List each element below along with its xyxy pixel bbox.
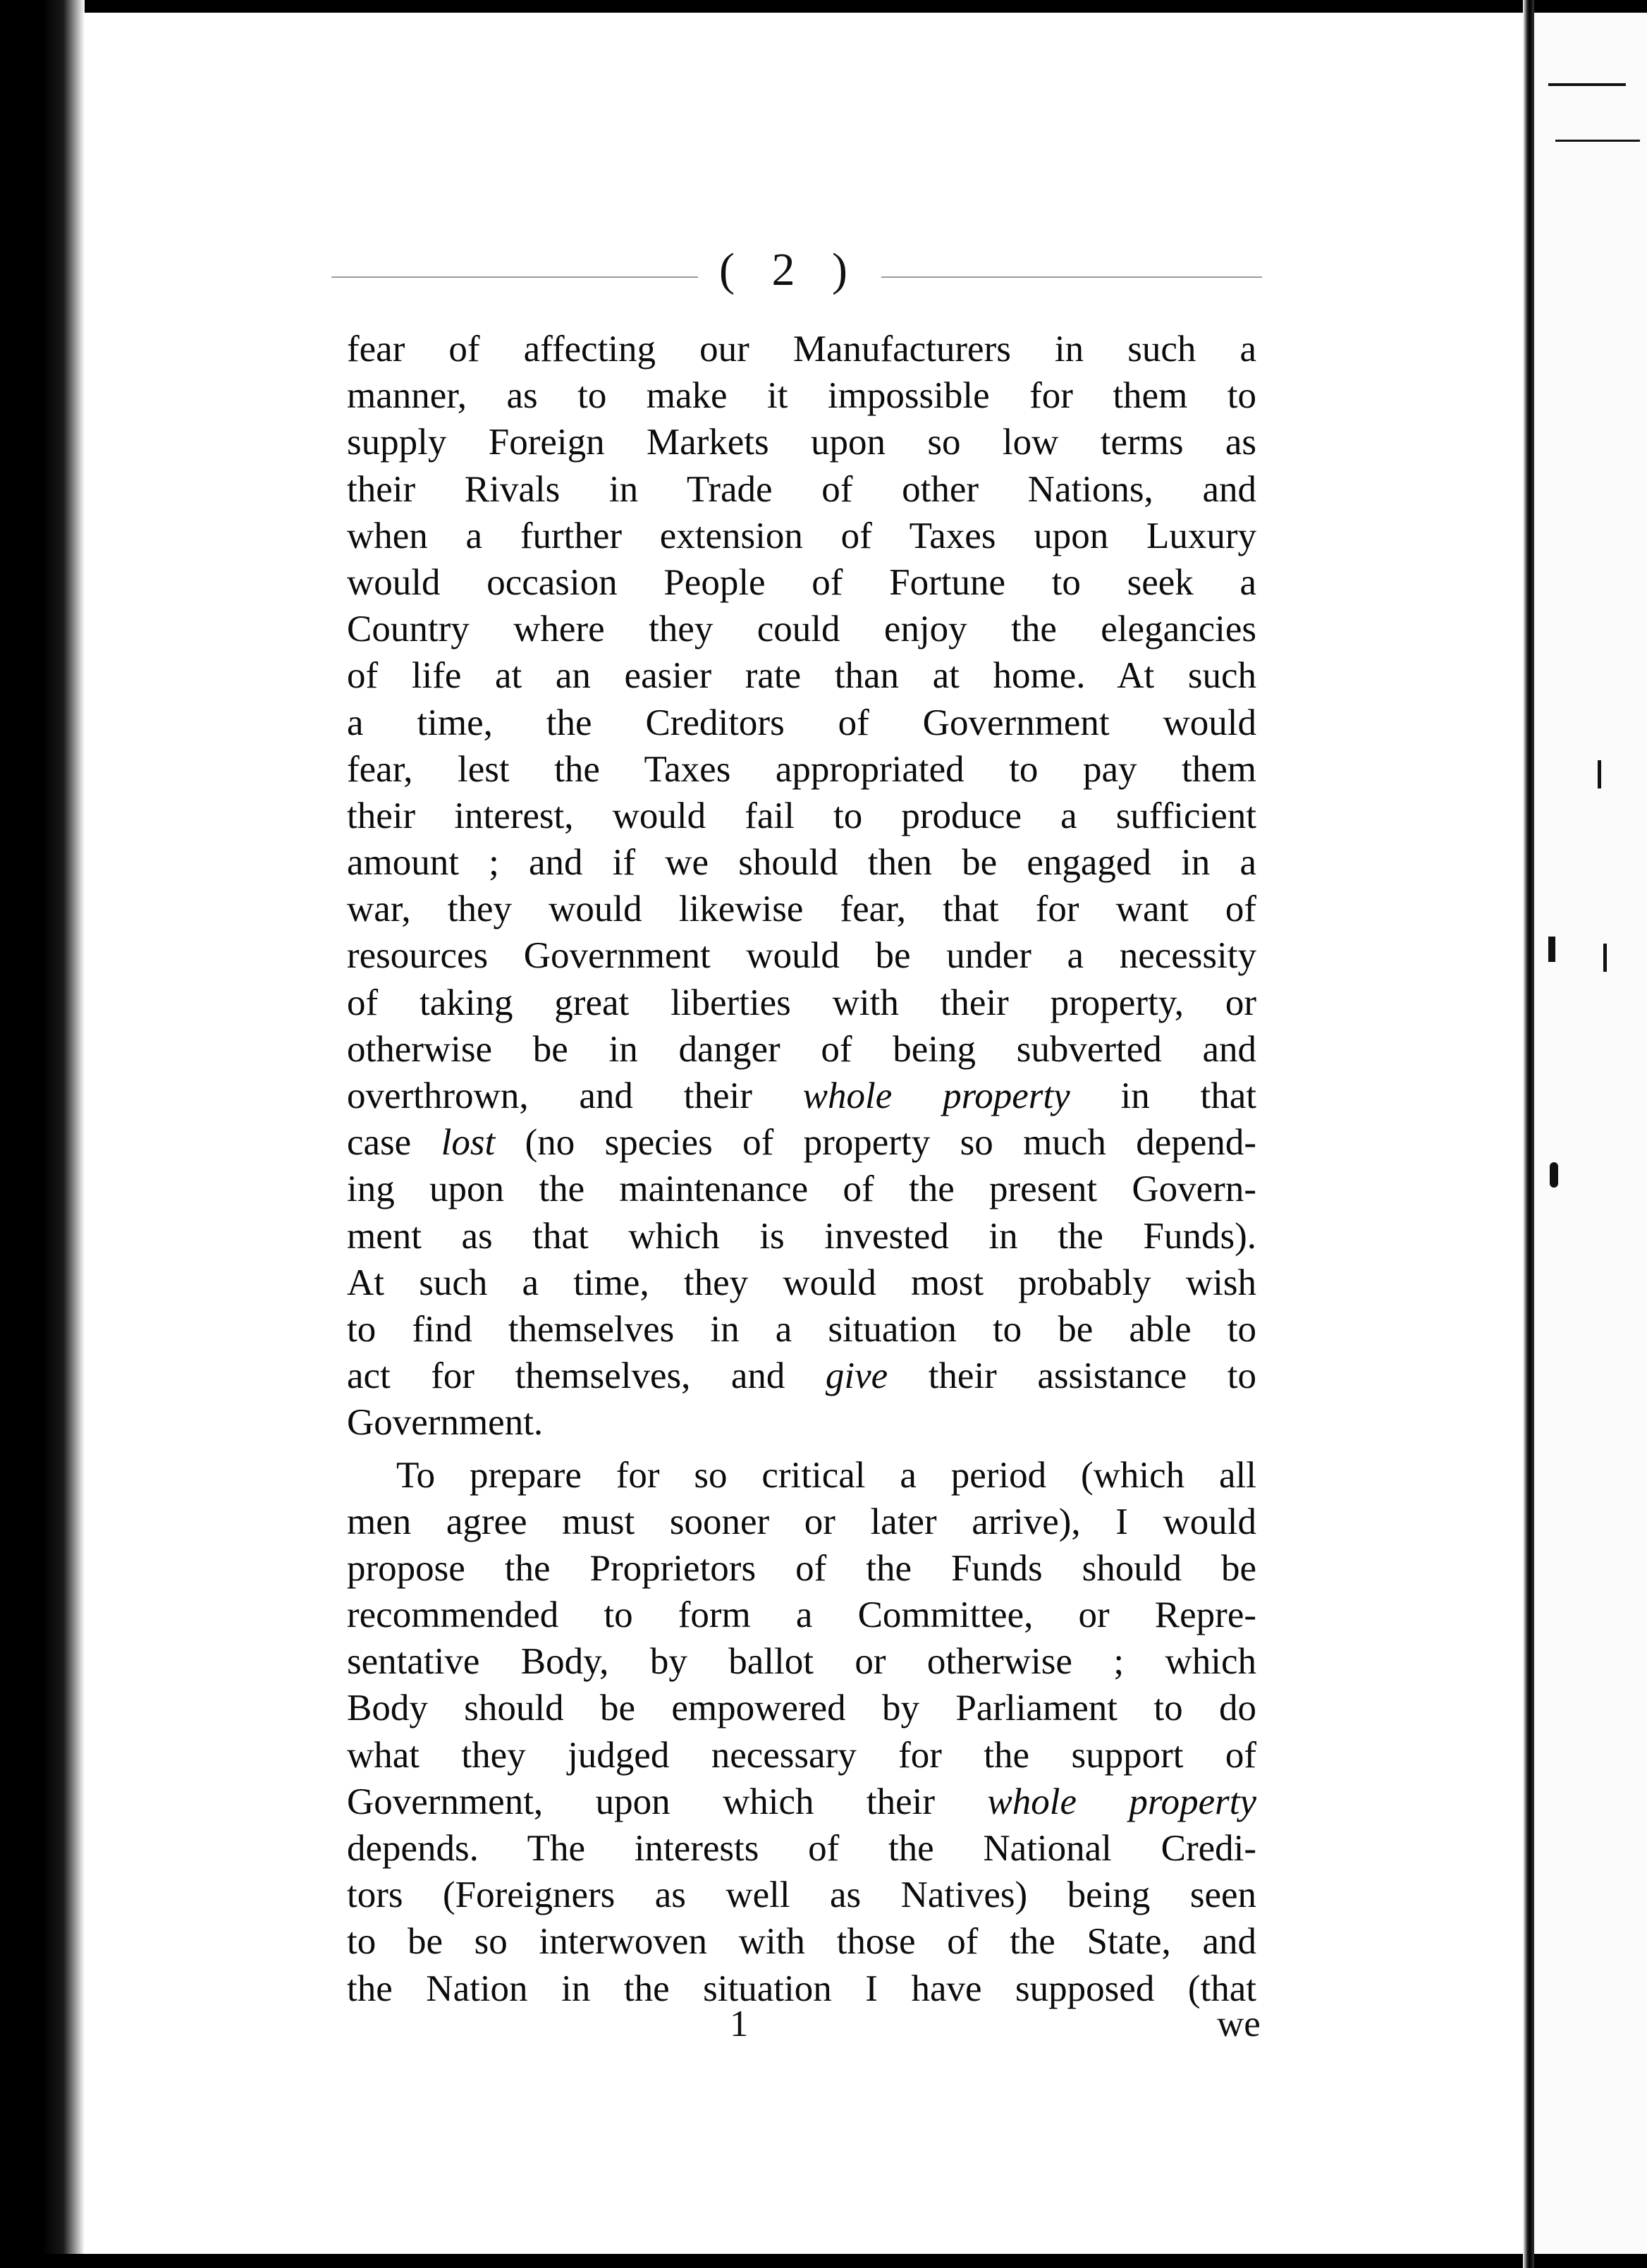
text-segment: resources Government would be under a necessity: [347, 935, 1256, 977]
facing-page-mark: [1550, 1162, 1558, 1188]
facing-page-mark: [1603, 944, 1607, 972]
text-segment: Government, upon which their: [347, 1781, 988, 1822]
text-segment: would occasion People of Fortune to seek a: [347, 561, 1256, 603]
text-segment: a time, the Creditors of Government would: [347, 702, 1256, 743]
text-line: [347, 839, 1256, 886]
text-line: [347, 1545, 1256, 1592]
text-segment: what they judged necessary for the support of: [347, 1734, 1256, 1776]
text-line: [347, 1166, 1256, 1212]
facing-page-mark: [1548, 83, 1626, 86]
facing-page-mark: [1548, 937, 1555, 962]
text-line: [347, 980, 1256, 1026]
text-line: [347, 700, 1256, 746]
text-segment: to find themselves in a situation to be able to: [347, 1308, 1256, 1350]
text-line: [347, 1119, 1256, 1166]
text-segment: act for themselves, and: [347, 1355, 826, 1397]
text-line: [347, 1073, 1256, 1119]
text-segment: of life at an easier rate than at home. At such: [347, 655, 1256, 697]
text-segment: war, they would likewise fear, that for want of: [347, 889, 1256, 930]
facing-page-mark: [1555, 140, 1640, 142]
facing-page-mark: [1598, 760, 1601, 788]
text-line: [347, 326, 1256, 372]
text-line: [347, 793, 1256, 839]
text-line: [347, 419, 1256, 465]
text-line: [347, 606, 1256, 652]
text-line: [347, 1965, 1256, 2012]
scan-border-left: [0, 0, 85, 2268]
text-segment: depends. The interests of the National Credi-: [347, 1828, 1256, 1869]
italic-emphasis: whole property: [987, 1781, 1256, 1822]
page-number: ( 2 ): [719, 244, 860, 295]
italic-emphasis: whole property: [802, 1075, 1070, 1116]
text-line: [347, 1399, 1256, 1446]
text-line: [347, 1592, 1256, 1638]
text-line: [347, 746, 1256, 793]
text-segment: otherwise be in danger of being subverted and: [347, 1028, 1256, 1070]
text-segment: manner, as to make it impossible for them to: [347, 375, 1256, 417]
catchword: we: [1217, 2004, 1261, 2044]
facing-page-edge: [1534, 13, 1647, 2254]
text-segment: case: [347, 1122, 441, 1164]
text-line: [347, 372, 1256, 419]
text-segment: At such a time, they would most probably wish: [347, 1262, 1256, 1303]
signature-mark: 1: [730, 2004, 749, 2044]
italic-emphasis: lost: [441, 1122, 496, 1164]
text-segment: their assistance to: [888, 1355, 1256, 1397]
text-segment: their interest, would fail to produce a sufficient: [347, 795, 1256, 836]
body-text: [347, 326, 1256, 2012]
text-segment: recommended to form a Committee, or Repre-: [347, 1595, 1256, 1636]
text-segment: amount ; and if we should then be engaged in a: [347, 842, 1256, 884]
text-segment: of taking great liberties with their property, or: [347, 982, 1256, 1023]
text-line: [347, 1638, 1256, 1685]
header-rule-left: [331, 276, 698, 278]
scan-border-bottom: [0, 2254, 1647, 2268]
text-segment: sentative Body, by ballot or otherwise ; which: [347, 1641, 1256, 1683]
text-segment: their Rivals in Trade of other Nations, and: [347, 468, 1256, 510]
text-line: [347, 466, 1256, 513]
text-line: [347, 1685, 1256, 1731]
text-line: [347, 1825, 1256, 1872]
text-segment: overthrown, and their: [347, 1075, 803, 1116]
text-segment: to be so interwoven with those of the State, and: [347, 1921, 1256, 1963]
text-line: [347, 932, 1256, 979]
text-line: [347, 1779, 1256, 1825]
text-line: [347, 1353, 1256, 1399]
text-segment: tors (Foreigners as well as Natives) being seen: [347, 1874, 1256, 1916]
text-segment: Body should be empowered by Parliament to do: [347, 1688, 1256, 1729]
text-line: [347, 1732, 1256, 1779]
paragraph: [347, 1452, 1256, 2012]
text-segment: propose the Proprietors of the Funds should be: [347, 1547, 1256, 1589]
text-line: [347, 886, 1256, 932]
text-segment: the Nation in the situation I have supposed (that: [347, 1968, 1256, 2009]
scan-border-top: [0, 0, 1647, 13]
text-segment: Government.: [347, 1402, 544, 1444]
text-line: [347, 652, 1256, 699]
text-segment: (no species of property so much depend-: [495, 1122, 1256, 1164]
text-segment: fear of affecting our Manufacturers in such a: [347, 329, 1256, 370]
text-segment: men agree must sooner or later arrive), I would: [347, 1501, 1256, 1542]
text-line: [347, 1260, 1256, 1306]
paragraph-gap: [347, 1446, 1256, 1452]
text-segment: fear, lest the Taxes appropriated to pay them: [347, 748, 1256, 790]
text-line: [347, 1452, 1256, 1499]
book-gutter: [1523, 0, 1534, 2268]
text-segment: supply Foreign Markets upon so low terms as: [347, 422, 1256, 463]
text-line: [347, 1872, 1256, 1918]
text-line: [347, 1213, 1256, 1260]
text-segment: ment as that which is invested in the Funds).: [347, 1215, 1256, 1257]
text-line: [347, 1918, 1256, 1965]
italic-emphasis: give: [825, 1355, 888, 1397]
text-line: [347, 1499, 1256, 1545]
text-line: [347, 1026, 1256, 1073]
text-line: [347, 559, 1256, 606]
paragraph: [347, 326, 1256, 1446]
header-rule-right: [881, 276, 1262, 278]
text-line: [347, 1306, 1256, 1353]
text-line: [347, 513, 1256, 559]
text-segment: when a further extension of Taxes upon Luxury: [347, 515, 1256, 556]
text-segment: To prepare for so critical a period (which all: [396, 1454, 1256, 1496]
text-segment: ing upon the maintenance of the present Govern-: [347, 1169, 1256, 1210]
text-segment: in that: [1070, 1075, 1256, 1116]
text-segment: Country where they could enjoy the elegancies: [347, 609, 1256, 650]
